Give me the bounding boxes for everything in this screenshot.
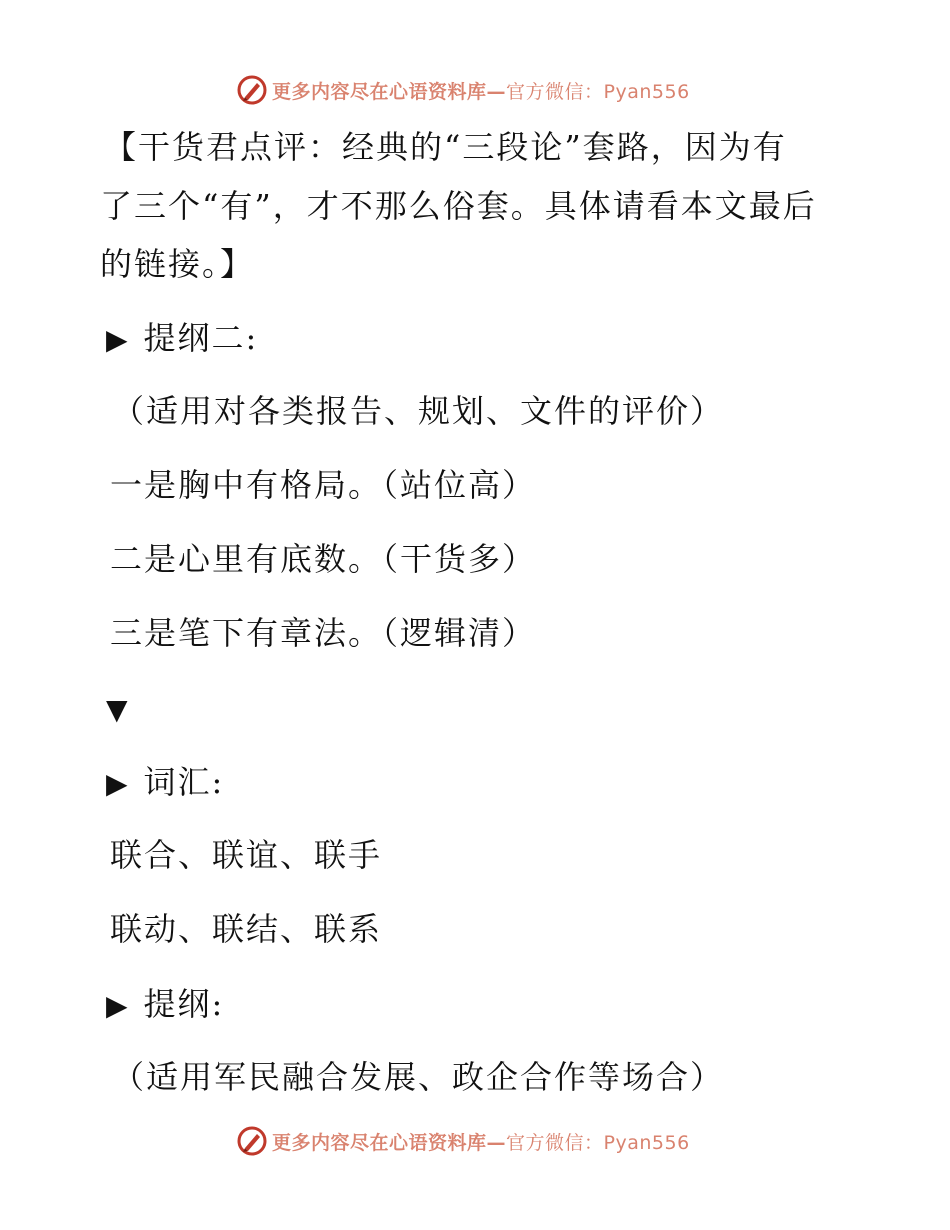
watermark-text: 更多内容尽在心语资料库— (272, 80, 507, 103)
point-1: 一是胸中有格局。（站位高） (110, 466, 537, 504)
point-2: 二是心里有底数。（干货多） (110, 540, 537, 578)
point-3: 三是笔下有章法。（逻辑清） (110, 614, 537, 652)
outline2-heading-row (106, 318, 258, 360)
vocab-line-2: 联动、联结、联系 (110, 910, 383, 948)
pen-logo-icon (236, 1125, 268, 1157)
header-watermark (236, 73, 690, 107)
review-line-2: 了三个“有”，才不那么俗套。具体请看本文最后 (100, 187, 817, 225)
outline-heading-row (106, 984, 224, 1026)
right-triangle-icon: ▶ (106, 767, 130, 800)
pen-logo-icon (236, 74, 268, 106)
watermark-wechat: 官方微信：Pyan556 (506, 80, 690, 103)
review-line-1: 【干货君点评：经典的“三段论”套路，因为有 (104, 128, 787, 166)
vocab-heading-row (106, 762, 224, 804)
right-triangle-icon: ▶ (106, 989, 130, 1022)
vocab-heading: 词汇: (143, 763, 225, 801)
vocab-line-1: 联合、联谊、联手 (110, 836, 383, 874)
outline2-scope: （适用对各类报告、规划、文件的评价） (112, 392, 725, 430)
down-arrow-glyph: ▼ (106, 693, 130, 726)
right-triangle-icon: ▶ (106, 323, 130, 356)
down-triangle-icon (106, 688, 144, 730)
outline-heading: 提纲: (143, 985, 225, 1023)
watermark-text: 更多内容尽在心语资料库— (272, 1131, 507, 1154)
outline-scope: （适用军民融合发展、政企合作等场合） (112, 1058, 725, 1096)
footer-watermark (236, 1124, 690, 1158)
review-line-3: 的链接。】 (100, 245, 255, 283)
outline2-heading: 提纲二: (143, 319, 259, 357)
watermark-wechat: 官方微信：Pyan556 (506, 1131, 690, 1154)
